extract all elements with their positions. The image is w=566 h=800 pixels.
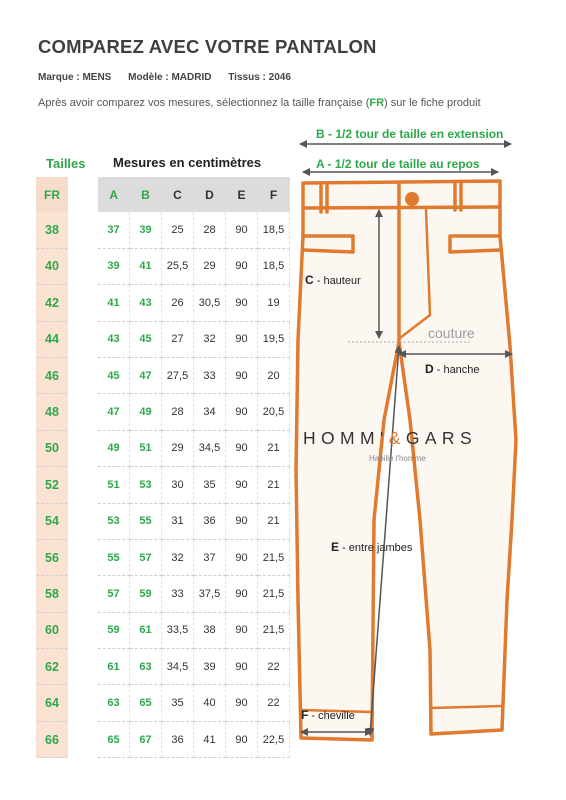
cell-b: 53 xyxy=(130,467,162,503)
cell-fr: 52 xyxy=(36,467,68,503)
cell-c: 26 xyxy=(162,285,194,321)
cell-fr: 62 xyxy=(36,649,68,685)
col-header-c: C xyxy=(162,177,194,212)
cell-f: 21,5 xyxy=(258,612,290,648)
cell-f: 22,5 xyxy=(258,721,290,757)
cell-c: 27 xyxy=(162,321,194,357)
cell-a: 39 xyxy=(98,248,130,284)
cell-d: 30,5 xyxy=(194,285,226,321)
instruction-after: ) sur le fiche produit xyxy=(384,97,481,109)
cell-a: 55 xyxy=(98,539,130,575)
cell-b: 45 xyxy=(130,321,162,357)
cell-e: 90 xyxy=(226,248,258,284)
col-header-d: D xyxy=(194,177,226,212)
cell-f: 22 xyxy=(258,649,290,685)
cell-fr: 48 xyxy=(36,394,68,430)
cell-fr: 58 xyxy=(36,576,68,612)
instruction-before: Après avoir comparez vos mesures, sélectionnez la taille française ( xyxy=(38,97,370,109)
cell-d: 28 xyxy=(194,212,226,248)
cell-c: 33 xyxy=(162,576,194,612)
cell-c: 27,5 xyxy=(162,357,194,393)
cell-f: 21,5 xyxy=(258,539,290,575)
cell-b: 47 xyxy=(130,357,162,393)
cell-e: 90 xyxy=(226,357,258,393)
cell-d: 33 xyxy=(194,357,226,393)
page-title: COMPAREZ AVEC VOTRE PANTALON xyxy=(38,36,377,57)
cell-a: 49 xyxy=(98,430,130,466)
col-header-f: F xyxy=(258,177,290,212)
cell-d: 38 xyxy=(194,612,226,648)
col-header-a: A xyxy=(98,177,130,212)
cell-f: 19,5 xyxy=(258,321,290,357)
cell-d: 29 xyxy=(194,248,226,284)
cell-b: 65 xyxy=(130,685,162,721)
brand-logo: HOMM'&GARS xyxy=(303,428,478,448)
cell-f: 18,5 xyxy=(258,248,290,284)
cell-d: 40 xyxy=(194,685,226,721)
label-d: D - hanche xyxy=(425,362,480,376)
cell-b: 39 xyxy=(130,212,162,248)
cell-f: 20,5 xyxy=(258,394,290,430)
cell-e: 90 xyxy=(226,576,258,612)
cell-f: 19 xyxy=(258,285,290,321)
cell-b: 43 xyxy=(130,285,162,321)
cell-d: 34,5 xyxy=(194,430,226,466)
cell-a: 53 xyxy=(98,503,130,539)
cell-f: 21 xyxy=(258,503,290,539)
cell-fr: 64 xyxy=(36,685,68,721)
cell-b: 41 xyxy=(130,248,162,284)
cell-a: 63 xyxy=(98,685,130,721)
cell-c: 28 xyxy=(162,394,194,430)
cell-d: 36 xyxy=(194,503,226,539)
cell-f: 18,5 xyxy=(258,212,290,248)
cell-a: 41 xyxy=(98,285,130,321)
cell-e: 90 xyxy=(226,612,258,648)
cell-fr: 54 xyxy=(36,503,68,539)
cell-b: 63 xyxy=(130,649,162,685)
cell-f: 21 xyxy=(258,467,290,503)
cell-d: 37,5 xyxy=(194,576,226,612)
label-e: E - entre jambes xyxy=(331,540,413,554)
cell-fr: 42 xyxy=(36,285,68,321)
cell-c: 33,5 xyxy=(162,612,194,648)
instruction-fr: FR xyxy=(369,97,385,109)
cell-c: 36 xyxy=(162,721,194,757)
label-f: F - cheville xyxy=(301,708,355,722)
brand-tagline: Habille l'homme xyxy=(369,454,426,463)
brand-meta: Marque : MENS xyxy=(38,72,112,83)
cell-f: 21 xyxy=(258,430,290,466)
cell-fr: 50 xyxy=(36,430,68,466)
cell-e: 90 xyxy=(226,212,258,248)
cell-fr: 66 xyxy=(36,721,68,757)
cell-fr: 40 xyxy=(36,248,68,284)
cell-f: 20 xyxy=(258,357,290,393)
label-b: B - 1/2 tour de taille en extension xyxy=(316,127,504,141)
cell-f: 22 xyxy=(258,685,290,721)
model-meta: Modèle : MADRID xyxy=(128,72,212,83)
cell-a: 47 xyxy=(98,394,130,430)
cell-d: 39 xyxy=(194,649,226,685)
cell-b: 59 xyxy=(130,576,162,612)
cell-b: 55 xyxy=(130,503,162,539)
cell-c: 25,5 xyxy=(162,248,194,284)
cell-c: 34,5 xyxy=(162,649,194,685)
cell-fr: 44 xyxy=(36,321,68,357)
cell-b: 51 xyxy=(130,430,162,466)
cell-b: 67 xyxy=(130,721,162,757)
cell-a: 61 xyxy=(98,649,130,685)
cell-fr: 46 xyxy=(36,357,68,393)
cell-e: 90 xyxy=(226,685,258,721)
cell-e: 90 xyxy=(226,503,258,539)
cell-fr: 60 xyxy=(36,612,68,648)
cell-e: 90 xyxy=(226,539,258,575)
cell-a: 59 xyxy=(98,612,130,648)
cell-a: 65 xyxy=(98,721,130,757)
cell-e: 90 xyxy=(226,394,258,430)
col-header-e: E xyxy=(226,177,258,212)
cell-c: 25 xyxy=(162,212,194,248)
cell-c: 35 xyxy=(162,685,194,721)
cell-c: 29 xyxy=(162,430,194,466)
button-icon xyxy=(405,192,419,206)
col-header-b: B xyxy=(130,177,162,212)
cell-d: 34 xyxy=(194,394,226,430)
measurements-heading: Mesures en centimètres xyxy=(113,155,262,170)
fabric-meta: Tissus : 2046 xyxy=(228,72,291,83)
cell-a: 43 xyxy=(98,321,130,357)
cell-b: 57 xyxy=(130,539,162,575)
cell-a: 51 xyxy=(98,467,130,503)
col-header-fr: FR xyxy=(36,177,68,212)
cell-a: 45 xyxy=(98,357,130,393)
cell-e: 90 xyxy=(226,467,258,503)
cell-d: 32 xyxy=(194,321,226,357)
cell-e: 90 xyxy=(226,285,258,321)
cell-a: 37 xyxy=(98,212,130,248)
cell-d: 41 xyxy=(194,721,226,757)
cell-a: 57 xyxy=(98,576,130,612)
label-c: C - hauteur xyxy=(305,273,361,287)
cell-fr: 38 xyxy=(36,212,68,248)
cell-e: 90 xyxy=(226,321,258,357)
cell-e: 90 xyxy=(226,721,258,757)
cell-e: 90 xyxy=(226,649,258,685)
cell-b: 61 xyxy=(130,612,162,648)
cell-fr: 56 xyxy=(36,539,68,575)
sizes-heading: Tailles xyxy=(46,156,86,171)
seam-label: couture xyxy=(428,325,475,341)
cell-c: 31 xyxy=(162,503,194,539)
label-a: A - 1/2 tour de taille au repos xyxy=(316,157,480,171)
cell-b: 49 xyxy=(130,394,162,430)
cell-d: 37 xyxy=(194,539,226,575)
cell-c: 32 xyxy=(162,539,194,575)
cell-e: 90 xyxy=(226,430,258,466)
cell-d: 35 xyxy=(194,467,226,503)
cell-f: 21,5 xyxy=(258,576,290,612)
cell-c: 30 xyxy=(162,467,194,503)
